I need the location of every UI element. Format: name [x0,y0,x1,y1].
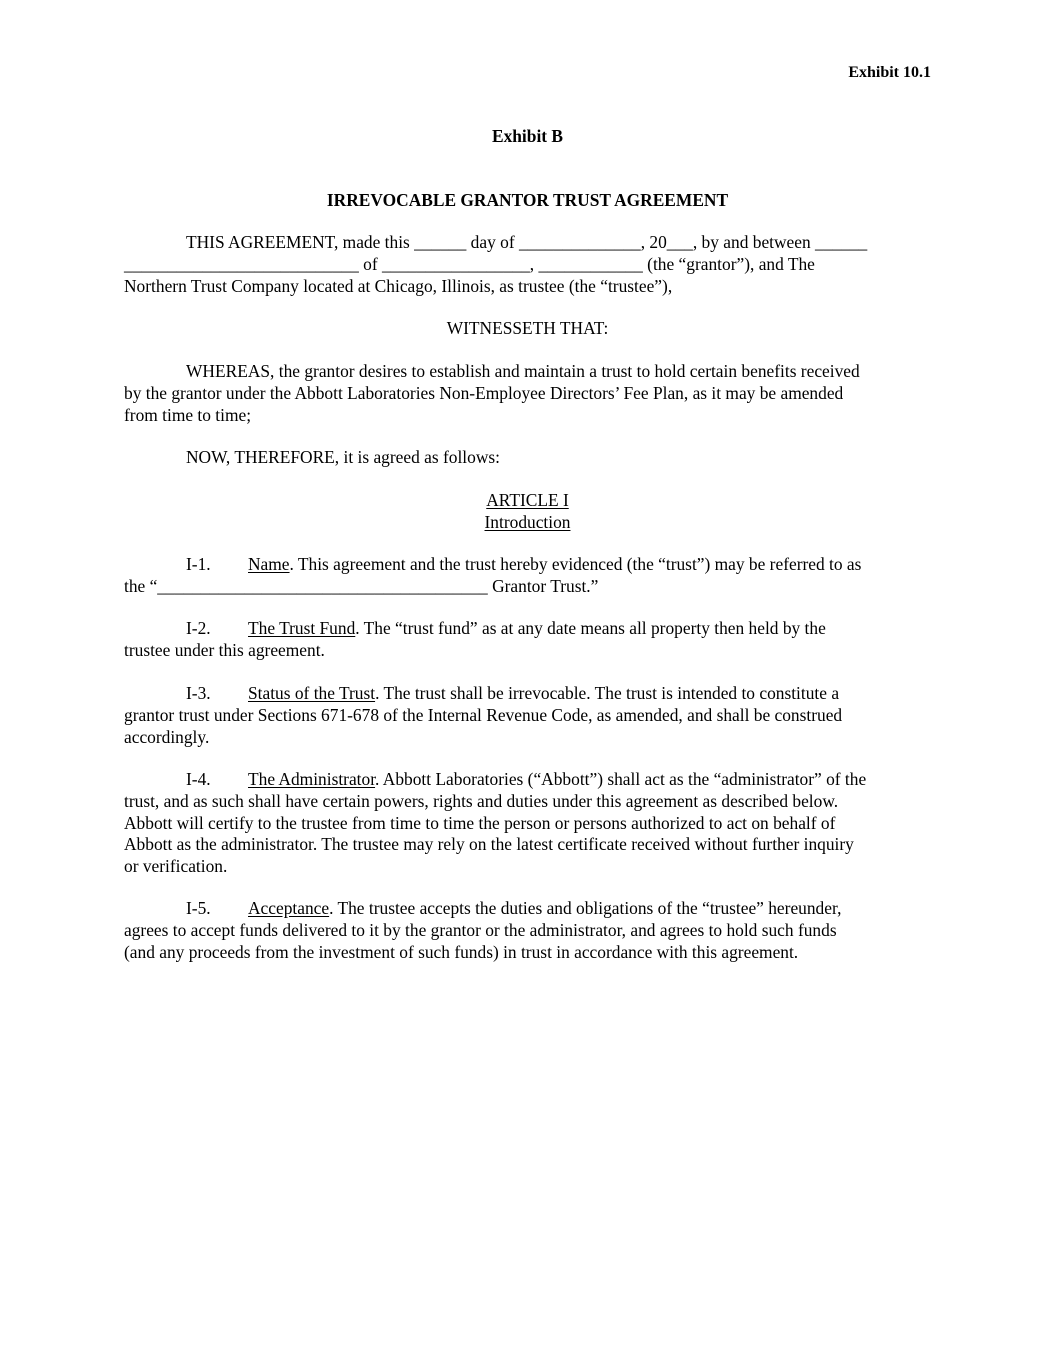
section-first-line [124,769,932,791]
section-I-4 [124,769,932,878]
section-text: . The trustee accepts the duties and obligations of the “trustee” hereunder, [329,898,842,918]
article-subheading: Introduction [484,512,571,532]
whereas-line: WHEREAS, the grantor desires to establish and maintain a trust to hold certain benefits received [186,361,860,381]
section-title: Status of the Trust [248,683,376,703]
section-line: trustee under this agreement. [124,639,325,660]
section-line: grantor trust under Sections 671-678 of the Internal Revenue Code, as amended, and shall be construed [124,704,843,725]
section-title: Name [248,554,290,574]
section-I-5 [124,898,932,963]
article-heading: ARTICLE I [486,490,569,510]
preamble-line: THIS AGREEMENT, made this ______ day of ______________, 20___, by and between ______ [186,232,868,252]
section-I-3 [124,683,932,748]
now-therefore-paragraph [124,447,932,469]
section-text: . The “trust fund” as at any date means all property then held by the [355,618,826,638]
witnesseth-heading: WITNESSETH THAT: [446,318,609,338]
section-title: Acceptance [248,898,330,918]
section-number: I-1. [186,554,211,574]
now-therefore-line: NOW, THEREFORE, it is agreed as follows: [186,447,500,467]
section-line: (and any proceeds from the investment of such funds) in trust in accordance with this agreement. [124,941,799,962]
section-line: or verification. [124,856,228,877]
preamble-line: Northern Trust Company located at Chicago, Illinois, as trustee (the “trustee”), [124,275,673,296]
preamble-paragraph [124,232,932,297]
section-text: . This agreement and the trust hereby evidenced (the “trust”) may be referred to as [289,554,862,574]
section-I-1 [124,554,932,598]
section-line: the “______________________________________ Grantor Trust.” [124,575,599,596]
section-text: . Abbott Laboratories (“Abbott”) shall act as the “administrator” of the [375,769,867,789]
document-title: IRREVOCABLE GRANTOR TRUST AGREEMENT [326,190,729,210]
exhibit-number: Exhibit 10.1 [848,64,931,81]
section-first-line [124,554,932,576]
section-first-line [124,618,932,640]
section-line: Abbott as the administrator. The trustee may rely on the latest certificate received without further inquiry [124,834,854,855]
section-line: trust, and as such shall have certain powers, rights and duties under this agreement as described below. [124,790,839,811]
whereas-line: by the grantor under the Abbott Laboratories Non-Employee Directors’ Fee Plan, as it may be amended [124,382,844,403]
section-first-line [124,683,932,705]
section-number: I-4. [186,769,211,789]
section-text: . The trust shall be irrevocable. The trust is intended to constitute a [375,683,840,703]
section-I-2 [124,618,932,662]
preamble-line: ___________________________ of _________________, ____________ (the “grantor”), and The [124,253,815,274]
whereas-line: from time to time; [124,404,252,425]
section-line: agrees to accept funds delivered to it by the grantor or the administrator, and agrees to hold such funds [124,919,837,940]
section-line: accordingly. [124,726,210,747]
section-number: I-3. [186,683,211,703]
section-title: The Trust Fund [248,618,356,638]
section-title: The Administrator [248,769,376,789]
whereas-paragraph [124,361,932,426]
section-number: I-2. [186,618,211,638]
section-number: I-5. [186,898,211,918]
exhibit-letter: Exhibit B [491,126,564,146]
section-line: Abbott will certify to the trustee from time to time the person or persons authorized to act on behalf of [124,812,836,833]
section-first-line [124,898,932,920]
